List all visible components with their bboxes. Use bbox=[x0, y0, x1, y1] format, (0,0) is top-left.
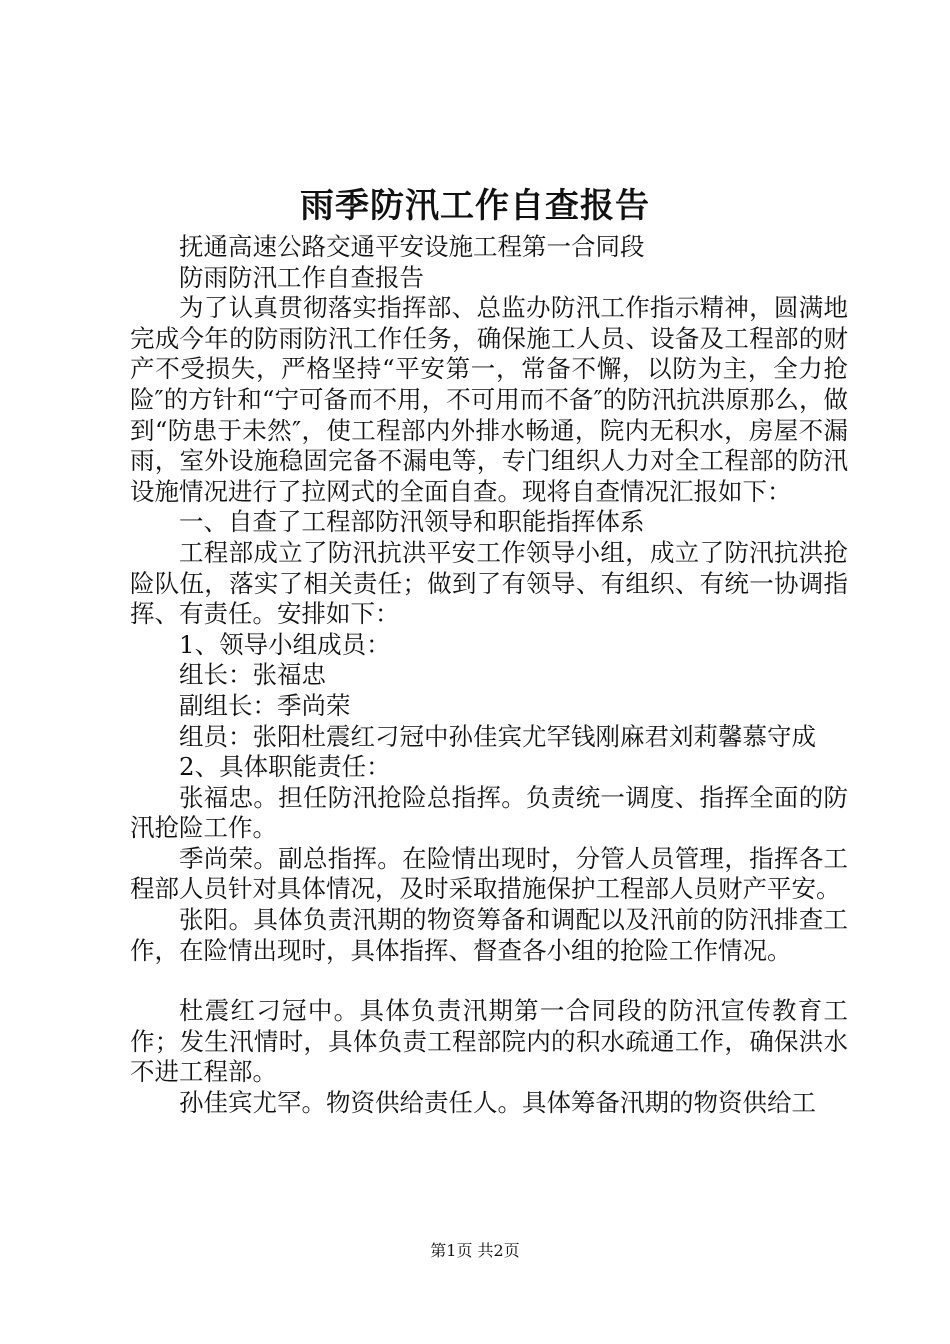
paragraph-organization: 工程部成立了防汛抗洪平安工作领导小组，成立了防汛抗洪抢险队伍，落实了相关责任；做到了有领导、有组织、有统一协调指挥、有责任。安排如下： bbox=[130, 537, 848, 629]
paragraph-members-heading: 1、领导小组成员： bbox=[179, 629, 391, 659]
paragraph-report-subtitle: 防雨防汛工作自查报告 bbox=[179, 262, 424, 292]
paragraph-members: 组员：张阳杜震红刁冠中孙佳宾尤罕钱刚麻君刘莉馨慕守成 bbox=[179, 721, 816, 751]
paragraph-contract-section: 抚通高速公路交通平安设施工程第一合同段 bbox=[179, 232, 645, 261]
document-title: 雨季防汛工作自查报告 bbox=[300, 186, 650, 226]
paragraph-duties-heading: 2、具体职能责任： bbox=[179, 752, 391, 782]
paragraph-duty-du-diao: 杜震红刁冠中。具体负责汛期第一合同段的防汛宣传教育工作；发生汛情时，具体负责工程部院内的积水疏通工作，确保洪水不进工程部。 bbox=[130, 996, 848, 1087]
paragraph-duty-zhang-fuzhong: 张福忠。担任防汛抢险总指挥。负责统一调度、指挥全面的防汛抢险工作。 bbox=[130, 782, 848, 843]
paragraph-section-heading-1: 一、自查了工程部防汛领导和职能指挥体系 bbox=[179, 507, 645, 537]
page-number-footer: 第1页 共2页 bbox=[430, 1241, 520, 1260]
paragraph-duty-ji-shangrong: 季尚荣。副总指挥。在险情出现时，分管人员管理，指挥各工程部人员针对具体情况，及时采取措施保护工程部人员财产平安。 bbox=[130, 843, 848, 904]
document-body bbox=[130, 232, 848, 1119]
paragraph-duty-sun-you: 孙佳宾尤罕。物资供给责任人。具体筹备汛期的物资供给工 bbox=[179, 1088, 816, 1118]
paragraph-leader: 组长：张福忠 bbox=[179, 660, 326, 690]
paragraph-introduction: 为了认真贯彻落实指挥部、总监办防汛工作指示精神，圆满地完成今年的防雨防汛工作任务，确保施工人员、设备及工程部的财产不受损失，严格坚持“平安第一，常备不懈，以防为主，全力抢险″的方针和“宁可备而不用，不可用而不备″的防汛抗洪原那么，做到“防患于未然″，使工程部内外排水畅通，院内无积水，房屋不漏雨，室外设施稳固完备不漏电等，专门组织人力对全工程部的防汛设施情况进行了拉网式的全面自查。现将自查情况汇报如下： bbox=[130, 293, 848, 506]
paragraph-deputy-leader: 副组长：季尚荣 bbox=[179, 690, 351, 720]
paragraph-duty-zhang-yang: 张阳。具体负责汛期的物资筹备和调配以及汛前的防汛排查工作，在险情出现时，具体指挥、督查各小组的抢险工作情况。 bbox=[130, 905, 848, 965]
